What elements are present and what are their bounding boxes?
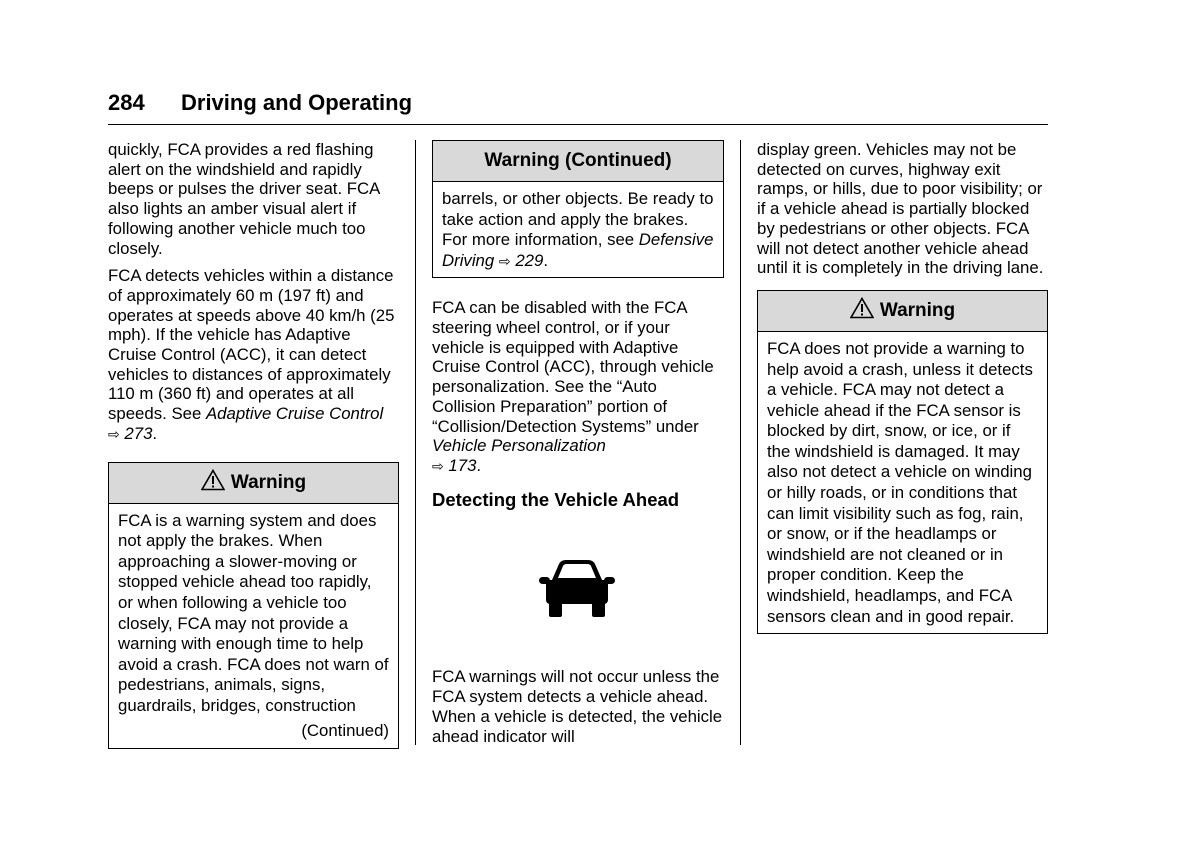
section-subheading: Detecting the Vehicle Ahead: [432, 488, 680, 510]
column-3: [757, 140, 1048, 654]
icon-area: [432, 509, 724, 667]
paragraph: quickly, FCA provides a red flashing alert on the windshield and rapidly beeps or pulses the driver seat. FCA also lights an amber visual alert if following another vehicle much too closely.: [108, 140, 380, 258]
warning-body: [758, 332, 1047, 633]
page-header: [108, 90, 1048, 125]
column-divider: [740, 140, 741, 745]
warning-box: [108, 462, 399, 750]
vehicle-ahead-icon: [538, 556, 616, 618]
page-ref-arrow-icon: ⇨: [432, 458, 444, 474]
reference-title: Defensive Driving: [442, 230, 714, 270]
warning-title: Warning: [879, 299, 956, 321]
cross-reference-link[interactable]: [432, 436, 606, 475]
reference-title: Vehicle Personalization: [432, 436, 606, 456]
punctuation: .: [476, 456, 482, 475]
page-number: 284: [108, 90, 145, 115]
warning-text: FCA does not provide a warning to help avoid a crash, unless it detects a vehicle. FCA may not detect a vehicle ahead if the FCA sensor is blocked by dirt, snow, or ice, or if the windshield is damaged. It may also not detect a vehicle on winding or hilly roads, or in conditions that can limit visibility such as fog, rain, or snow, or if the headlamps or windshield are not cleaned or in proper condition. Keep the windshield, headlamps, and FCA sensors clean and in good repair.: [767, 338, 1033, 626]
paragraph: [108, 266, 399, 444]
column-1: [108, 140, 399, 769]
reference-page: 273: [124, 423, 153, 443]
section-title: Driving and Operating: [181, 90, 413, 115]
warning-title: Warning: [230, 471, 307, 493]
paragraph: [432, 298, 724, 476]
column-2: [432, 140, 724, 754]
column-divider: [415, 140, 416, 745]
punctuation: .: [543, 250, 548, 270]
warning-body: [433, 182, 723, 277]
warning-body: [109, 504, 398, 749]
paragraph-text: FCA detects vehicles within a distance of approximately 60 m (197 ft) and operates at speeds above 40 km/h (25 mph). If the vehicle has Adaptive Cruise Control (ACC), it can detect vehicles to distances of approximately 110 m (360 ft) and operates at all speeds. See: [108, 266, 395, 424]
paragraph-text: FCA can be disabled with the FCA steering wheel control, or if your vehicle is equipped with Adaptive Cruise Control (ACC), through vehicle personalization. See the “Auto Collision Preparation” portion of “Collision/Detection Systems” under: [432, 298, 714, 436]
reference-page: 173: [448, 456, 477, 475]
paragraph: FCA warnings will not occur unless the FCA system detects a vehicle ahead. When a vehicle is detected, the vehicle ahead indicator will: [432, 667, 723, 746]
warning-text: [442, 189, 714, 271]
page-ref-arrow-icon: ⇨: [108, 425, 120, 442]
punctuation: .: [152, 423, 158, 443]
page-ref-arrow-icon: ⇨: [498, 252, 511, 269]
continued-label: (Continued): [301, 721, 389, 741]
warning-box: [757, 290, 1048, 634]
warning-triangle-icon: [201, 469, 225, 491]
warning-text: FCA is a warning system and does not apply the brakes. When approaching a slower-moving or stopped vehicle ahead too rapidly, or when following a vehicle too closely, FCA may not provide a warning with enough time to help avoid a crash. FCA does not warn of pedestrians, animals, signs, guardrails, bridges, construction: [118, 510, 389, 715]
reference-page: 229: [515, 250, 544, 270]
paragraph: display green. Vehicles may not be detected on curves, highway exit ramps, or hills, due to poor visibility; or if a vehicle ahead is partially blocked by pedestrians or other objects. FCA will not detect another vehicle ahead until it is completely in the driving lane.: [757, 140, 1044, 278]
warning-title: Warning (Continued): [484, 150, 672, 171]
warning-header: [758, 291, 1047, 332]
reference-title: Adaptive Cruise Control: [205, 404, 384, 424]
warning-box: [432, 140, 724, 278]
warning-text-content: barrels, or other objects. Be ready to take action and apply the brakes. For more information, see: [442, 189, 714, 250]
warning-header: [109, 463, 398, 504]
warning-triangle-icon: [850, 297, 874, 319]
warning-header: [433, 141, 723, 182]
